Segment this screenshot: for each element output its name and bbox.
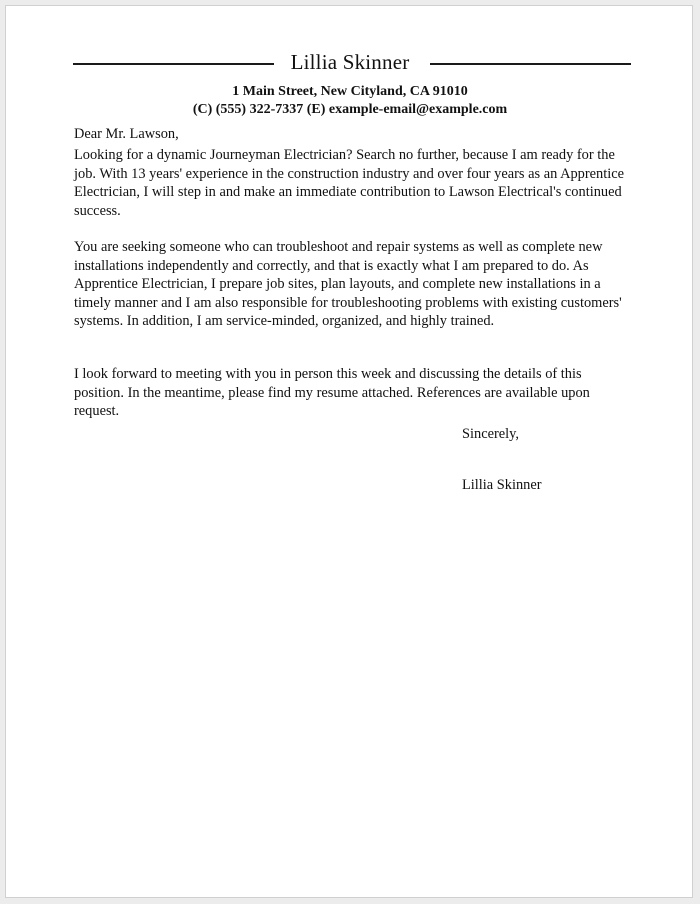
sender-phone-email: (C) (555) 322-7337 (E) example-email@example.com <box>192 102 508 117</box>
closing: Sincerely, <box>462 426 520 442</box>
paragraph-1: Looking for a dynamic Journeyman Electrician? Search no further, because I am ready for the job. With 13 years' experience in the construction industry and over four years as an Apprentice Electrician, I will step in and make an immediate contribution to Lawson Electrical's continued success. <box>74 147 625 219</box>
sender-name: Lillia Skinner <box>290 50 410 74</box>
letter-page <box>5 5 693 898</box>
salutation: Dear Mr. Lawson, <box>74 126 179 142</box>
paragraph-2: You are seeking someone who can troubleshoot and repair systems as well as complete new installations independently and correctly, and that is exactly what I am prepared to do. As Apprentice Electrician, I prepare job sites, plan layouts, and complete new installations in a timely manner and I am also responsible for troubleshooting problems with existing customers' systems. In addition, I am service-minded, organized, and highly trained. <box>74 239 622 329</box>
paragraph-3: I look forward to meeting with you in person this week and discussing the details of this position. In the meantime, please find my resume attached. References are available upon request. <box>74 366 590 419</box>
header-rule-right <box>430 63 631 65</box>
sender-address: 1 Main Street, New Cityland, CA 91010 <box>232 84 468 99</box>
signature-name: Lillia Skinner <box>462 477 542 493</box>
